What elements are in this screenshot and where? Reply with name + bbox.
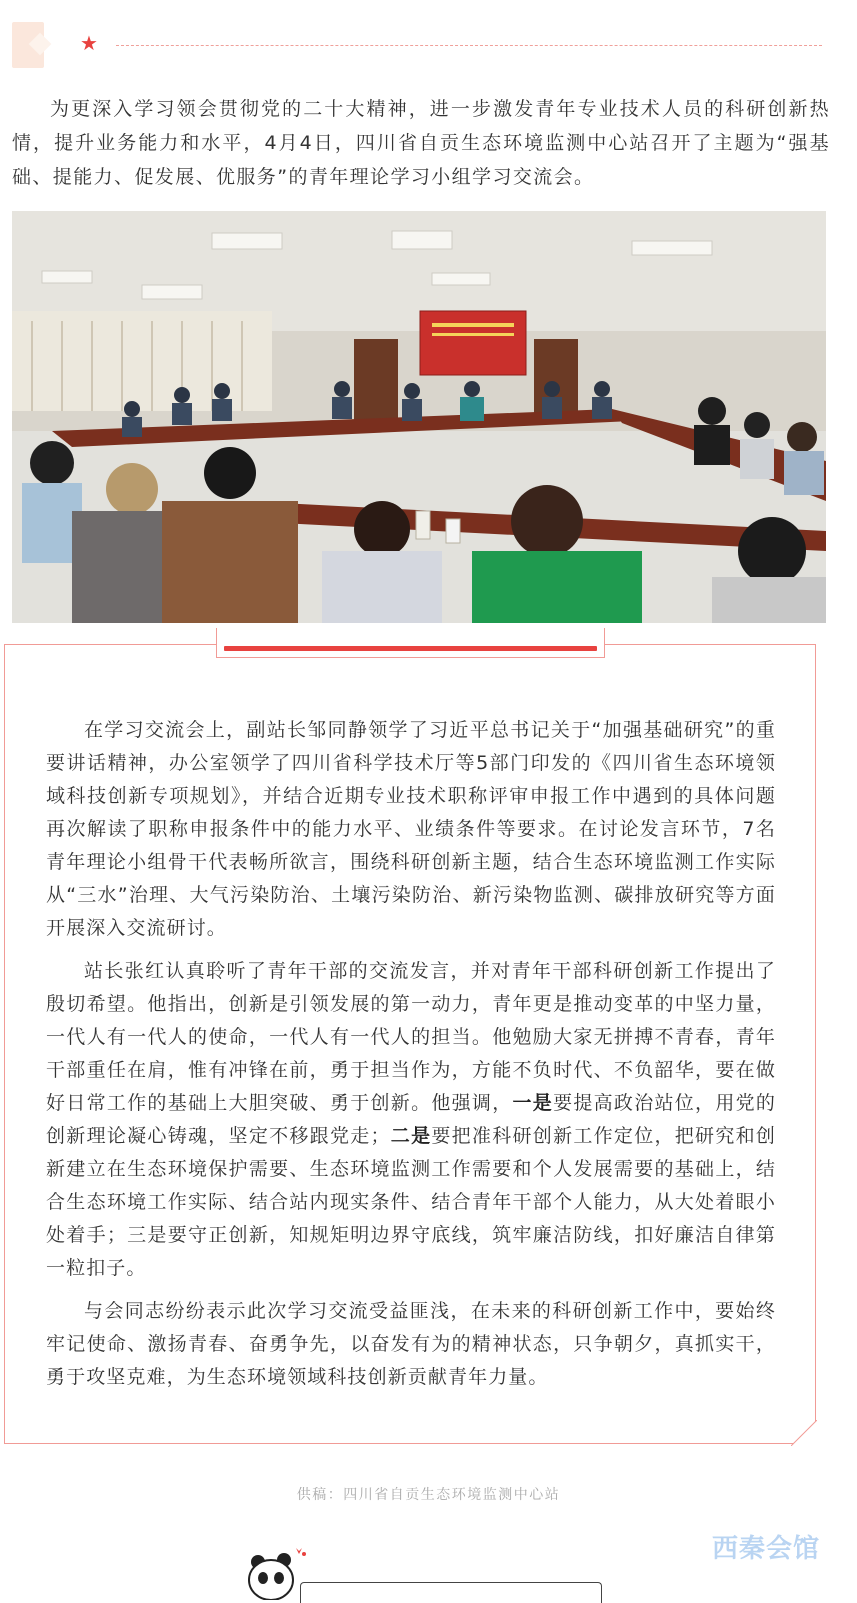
frame-tab (216, 628, 605, 658)
meeting-photo (12, 211, 826, 623)
article-body (46, 714, 776, 1404)
para2-part3: 要把准科研创新工作定位，把研究和创新建立在生态环境保护需要、生态环境监测工作需要和个人发展需要的基础上，结合生态环境工作实际、结合站内现实条件、结合青年干部个人能力，从大处着眼小处着手；三是要守正创新，知规矩明边界守底线，筑牢廉洁防线，扣好廉洁自律第一粒扣子。 (46, 1125, 776, 1279)
frame-tab-bar (224, 646, 597, 651)
body-paragraph-2 (46, 955, 776, 1285)
para2-part2: 要提高政治站位，用党的创新理论凝心铸魂，坚定不移跟党走； (46, 1092, 777, 1147)
intro-paragraph: 为更深入学习领会贯彻党的二十大精神，进一步激发青年专业技术人员的科研创新热情，提升业务能力和水平，4月4日，四川省自贡生态环境监测中心站召开了主题为“强基础、提能力、促发展、优服务”的青年理论学习小组学习交流会。 (12, 98, 830, 188)
para2-bold-2: 二是 (390, 1125, 432, 1147)
header-decoration (0, 0, 857, 80)
body-paragraph-3: 与会同志纷纷表示此次学习交流受益匪浅，在未来的科研创新工作中，要始终牢记使命、激扬青春、奋勇争先，以奋发有为的精神状态，只争朝夕，真抓实干，勇于攻坚克难，为生态环境领域科技创新贡献青年力量。 (46, 1300, 776, 1388)
para2-bold-1: 一是 (512, 1092, 554, 1114)
dashed-divider (116, 45, 822, 46)
frame-corner-deco (791, 1420, 817, 1446)
para2-part1: 站长张红认真聆听了青年干部的交流发言，并对青年干部科研创新工作提出了殷切希望。他指出，创新是引领发展的第一动力，青年更是推动变革的中坚力量，一代人有一代人的使命，一代人有一代人的担当。他勉励大家无拼搏不青春，青年干部重任在肩，惟有冲锋在前，勇于担当作为，方能不负时代、不负韶华，要在做好日常工作的基础上大胆突破、勇于创新。他强调， (46, 960, 776, 1114)
credit-line: 供稿：四川省自贡生态环境监测中心站 (296, 1487, 561, 1503)
watermark: 西秦会馆 (712, 1534, 821, 1564)
star-icon: ★ (80, 31, 98, 55)
body-paragraph-1: 在学习交流会上，副站长邹同静领学了习近平总书记关于“加强基础研究”的重要讲话精神，办公室领学了四川省科学技术厅等5部门印发的《四川省生态环境领域科技创新专项规划》，并结合近期专业技术职称评审申报工作中遇到的具体问题再次解读了职称申报条件中的能力水平、业绩条件等要求。在讨论发言环节，7名青年理论小组骨干代表畅所欲言，围绕科研创新主题，结合生态环境监测工作实际从“三水”治理、大气污染防治、土壤污染防治、新污染物监测、碳排放研究等方面开展深入交流研讨。 (46, 719, 776, 939)
